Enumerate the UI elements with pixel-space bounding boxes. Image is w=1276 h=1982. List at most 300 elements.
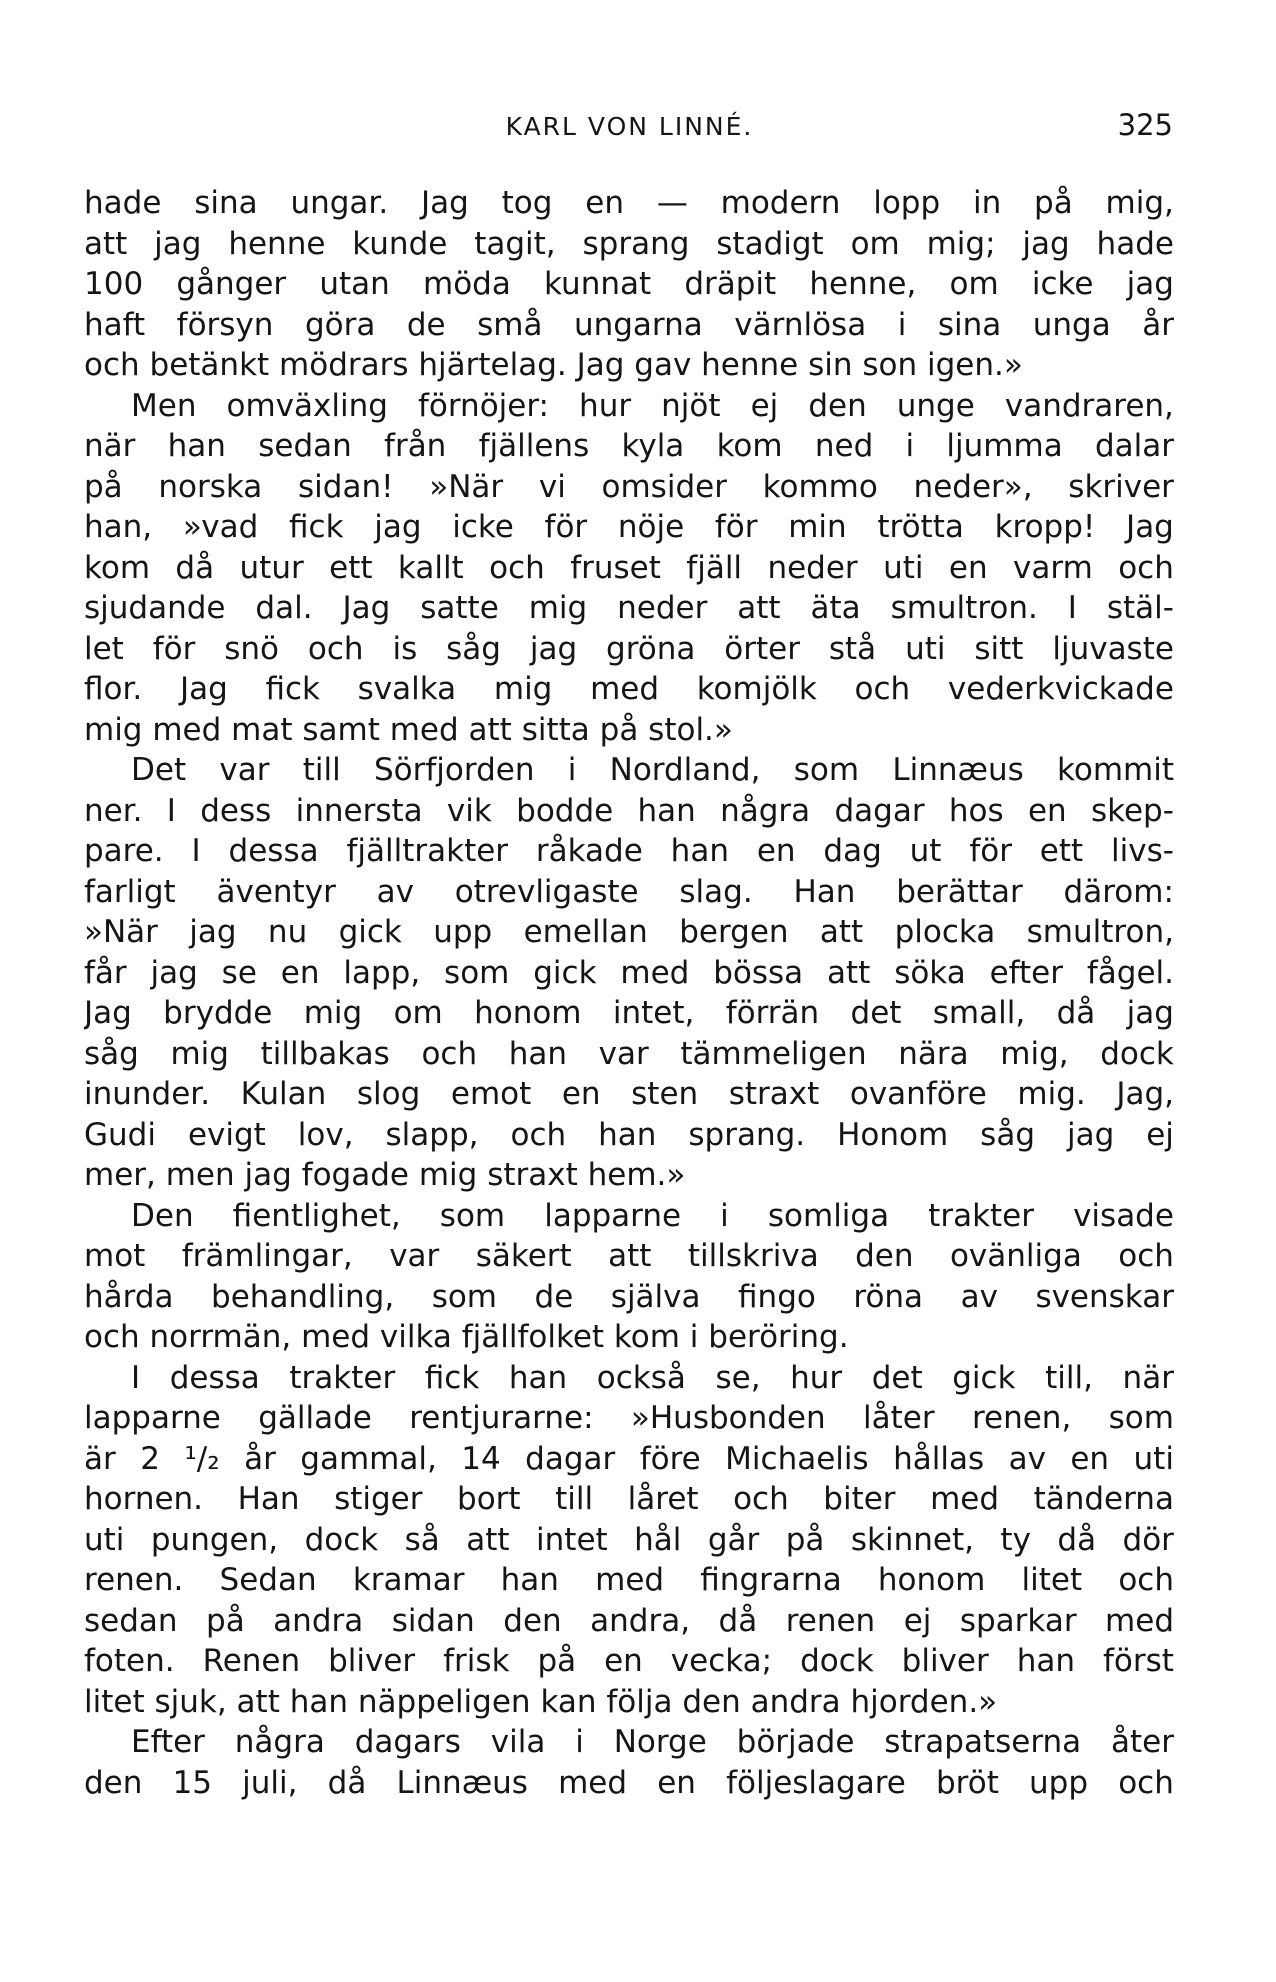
word: vederkvickade [947, 671, 1174, 707]
word: andra [750, 1683, 851, 1720]
word: juli, [242, 1764, 298, 1801]
word: hos [948, 792, 1004, 829]
word: före [639, 1440, 701, 1477]
word: och [84, 347, 150, 383]
word: I [191, 833, 201, 869]
word: att [466, 1521, 510, 1558]
word: att [468, 711, 522, 748]
word: med [930, 1481, 1000, 1517]
word: ej [903, 1602, 932, 1639]
word: fjäll [686, 549, 743, 586]
word: och [854, 671, 911, 707]
word: år [1142, 306, 1174, 343]
word: ej [1146, 1116, 1174, 1153]
text-line [84, 1155, 1174, 1196]
word: »vad [182, 509, 259, 545]
word: fingrarna [700, 1562, 842, 1598]
word: följa [606, 1683, 683, 1720]
word: lov, [297, 1116, 354, 1153]
word: om [850, 225, 900, 262]
word: några [234, 1724, 325, 1760]
word: gav [634, 347, 702, 383]
word: var [598, 1035, 649, 1072]
word: jag [189, 914, 237, 950]
word: vandraren, [1004, 387, 1174, 424]
word: neder», [913, 468, 1033, 505]
word: dalar [1094, 428, 1174, 464]
text-line [84, 1722, 1174, 1763]
word: om [949, 266, 999, 302]
text-line [84, 912, 1174, 953]
word: bliver [328, 1643, 416, 1679]
word: ovänliga [949, 1238, 1082, 1274]
word: med [620, 954, 690, 991]
word: ett [329, 549, 373, 586]
text-line [84, 750, 1174, 791]
word: att [84, 225, 128, 262]
word: kunnat [544, 266, 652, 302]
word: är [84, 1440, 116, 1477]
text-line [84, 345, 1174, 386]
word: ovanföre [849, 1076, 987, 1112]
word: I [131, 1359, 141, 1396]
word: de [406, 306, 446, 343]
word: upp [1029, 1764, 1089, 1801]
word: lopp [873, 185, 941, 221]
word: och [733, 1481, 789, 1517]
word: som [439, 1197, 506, 1234]
word: Jag [421, 185, 469, 221]
word: en [604, 1643, 643, 1679]
word: några [720, 792, 811, 829]
word: 100 [84, 266, 144, 302]
word: I [1067, 590, 1077, 626]
word: och [84, 1319, 150, 1355]
word: jag [1126, 266, 1174, 302]
word: andra [273, 1602, 364, 1639]
word: kommo [762, 468, 878, 505]
word: svalka [357, 671, 457, 707]
word: igen.» [927, 347, 1023, 383]
word: henne [228, 225, 326, 262]
word: till [302, 752, 341, 788]
text-line [84, 507, 1174, 548]
word: också [596, 1359, 686, 1396]
word: uti [1133, 1440, 1174, 1477]
word: unge [896, 387, 975, 424]
word: Jag [84, 995, 132, 1031]
word: och [510, 1116, 567, 1153]
word: tillskriva [687, 1238, 819, 1274]
word: 14 [461, 1440, 501, 1477]
word: vik [446, 792, 492, 829]
word: trötta [877, 509, 964, 545]
word: Men [131, 387, 197, 424]
word: henne [701, 347, 809, 383]
word: svenskar [1035, 1278, 1174, 1315]
word: för [544, 509, 588, 545]
word: sina [937, 306, 1002, 343]
word: sprang [582, 225, 690, 262]
word: de [534, 1278, 574, 1315]
word: mödrars [279, 347, 419, 383]
word: att [827, 954, 871, 991]
word: Linnæus [396, 1764, 528, 1801]
word: fågel. [1086, 954, 1174, 991]
word: dagars [354, 1724, 461, 1760]
word: för [969, 833, 1012, 869]
word: son [862, 347, 927, 383]
word: sparkar [959, 1602, 1077, 1639]
word: örter [724, 630, 800, 667]
word: skep- [1090, 792, 1174, 829]
word: komjölk [696, 671, 817, 707]
word: försyn [176, 306, 274, 343]
word: gammal, [300, 1440, 437, 1477]
word: och [1118, 549, 1174, 586]
word: omsider [601, 468, 727, 505]
word: och [1118, 1238, 1174, 1274]
text-line [84, 1358, 1174, 1399]
word: mig, [1105, 185, 1174, 221]
word: dessa [169, 1359, 260, 1396]
word: mig [418, 1157, 488, 1193]
word: Michaelis [725, 1440, 869, 1477]
word: hur [579, 387, 632, 424]
word: fjällfolket [461, 1319, 614, 1355]
word: foten. [84, 1643, 175, 1679]
word: lapp, [343, 954, 421, 991]
word: dock [1100, 1035, 1174, 1072]
word: omväxling [226, 387, 388, 424]
word: bort [457, 1481, 521, 1517]
word: med [1105, 1602, 1174, 1639]
word: en [585, 185, 624, 221]
word: unga [1032, 306, 1111, 343]
running-head [86, 108, 1173, 152]
word: samt [302, 711, 390, 748]
word: en [561, 1076, 601, 1112]
word: det [871, 1359, 923, 1396]
word: sjuk, [154, 1683, 237, 1720]
word: var [389, 1238, 440, 1274]
page-number: 325 [1117, 108, 1173, 142]
word: i [575, 1724, 584, 1760]
word: uti [905, 630, 946, 667]
word: Det [131, 752, 187, 788]
word: hur [790, 1359, 843, 1396]
text-line [84, 1277, 1174, 1318]
word: då [327, 1764, 367, 1801]
text-line [84, 1641, 1174, 1682]
word: ljuvaste [1052, 630, 1174, 667]
word: Den [131, 1197, 194, 1234]
word: Linnæus [892, 752, 1024, 788]
word: intet, [612, 995, 695, 1031]
word: Jag [576, 347, 635, 383]
word: otrevligaste [454, 873, 639, 910]
word: fogade [301, 1157, 419, 1193]
text-line [84, 710, 1174, 751]
word: han [289, 1683, 358, 1720]
word: värnlösa [734, 306, 867, 343]
word: sedan [258, 428, 352, 464]
word: söka [894, 954, 966, 991]
word: gick [952, 1359, 1016, 1396]
text-line [84, 1196, 1174, 1237]
word: jag [244, 1157, 302, 1193]
word: 15 [172, 1764, 213, 1801]
word: ned [814, 428, 874, 464]
word: kom [84, 549, 151, 586]
text-line [84, 1520, 1174, 1561]
word: litet [84, 1683, 155, 1720]
word: den [855, 1238, 914, 1274]
word: I [166, 792, 176, 829]
word: evigt [187, 1116, 266, 1153]
word: fick [424, 1359, 480, 1396]
text-line [84, 467, 1174, 508]
word: säkert [475, 1238, 572, 1274]
word: då [175, 549, 215, 586]
word: kramar [352, 1562, 465, 1598]
word: inunder. [84, 1076, 211, 1112]
word: hållas [893, 1440, 985, 1477]
word: med [301, 1319, 380, 1355]
word: somliga [767, 1197, 890, 1234]
word: sten [631, 1076, 699, 1112]
word: honom [474, 995, 582, 1031]
word: näppeligen [357, 1683, 541, 1720]
word: Nordland, [609, 752, 761, 788]
word: fjälltrakter [346, 833, 509, 869]
word: han [508, 1359, 568, 1396]
word: utan [319, 266, 390, 302]
word: mig, [1000, 1035, 1069, 1072]
word: i [905, 428, 915, 464]
word: kom [716, 428, 783, 464]
word: dock [800, 1643, 874, 1679]
word: jag [1126, 995, 1174, 1031]
word: att [737, 590, 781, 626]
word: på [84, 468, 123, 505]
word: åter [1111, 1724, 1174, 1760]
word: med [389, 711, 469, 748]
word: intet [536, 1521, 608, 1558]
word: pare. [84, 833, 164, 869]
word: som [793, 752, 860, 788]
word: smultron. [890, 590, 1038, 626]
word: en [948, 549, 988, 586]
word: Renen [202, 1643, 301, 1679]
word: jag [150, 954, 198, 991]
text-line [84, 1317, 1174, 1358]
word: Jag [342, 590, 391, 626]
word: »När [429, 468, 504, 505]
word: bössa [713, 954, 804, 991]
word: hade [84, 185, 162, 221]
word: fick [289, 509, 344, 545]
word: jag [374, 509, 422, 545]
word: njöt [661, 387, 721, 424]
word: den [84, 1764, 143, 1801]
text-line [84, 872, 1174, 913]
word: dessa [228, 833, 319, 869]
word: stäl- [1106, 590, 1174, 626]
word: hjorden.» [850, 1683, 998, 1720]
word: dräpit [684, 266, 777, 302]
word: från [384, 428, 447, 464]
word: fruset [570, 549, 661, 586]
word: till [555, 1481, 594, 1517]
word: mig; [926, 225, 996, 262]
body-text [84, 183, 1174, 1803]
word: går [707, 1521, 760, 1558]
word: såg [84, 1035, 139, 1072]
word: kyla [621, 428, 685, 464]
word: främlingar, [181, 1238, 353, 1274]
word: sitt [974, 630, 1024, 667]
word: en [280, 954, 320, 991]
word: i [689, 1319, 709, 1355]
word: han [598, 1116, 657, 1153]
word: och [421, 1035, 478, 1072]
word: när [84, 428, 136, 464]
word: beröring. [708, 1319, 849, 1355]
word: bodde [516, 792, 614, 829]
word: kropp! [994, 509, 1096, 545]
word: dag [823, 833, 882, 869]
text-line [84, 183, 1174, 224]
word: Jag, [1116, 1076, 1174, 1112]
word: vila [490, 1724, 546, 1760]
word: i [567, 752, 577, 788]
word: kallt [397, 549, 464, 586]
word: med [595, 1562, 665, 1598]
word: göra [304, 306, 376, 343]
word: han [1016, 1643, 1075, 1679]
word: fick [265, 671, 320, 707]
word: satte [420, 590, 499, 626]
word: trakter [289, 1359, 396, 1396]
word: får [84, 954, 127, 991]
text-line [84, 548, 1174, 589]
word: hornen. [84, 1481, 204, 1517]
word: icke [452, 509, 514, 545]
word: gånger [176, 266, 287, 302]
word: förnöjer: [417, 387, 549, 424]
word: mig [84, 711, 153, 748]
text-line [84, 1479, 1174, 1520]
word: och [1118, 1764, 1174, 1801]
word: små [477, 306, 543, 343]
word: strapatserna [884, 1724, 1082, 1760]
word: stå [828, 630, 877, 667]
word: kom [613, 1319, 690, 1355]
word: uti [84, 1521, 125, 1558]
word: trakter [928, 1197, 1034, 1234]
word: började [736, 1724, 855, 1760]
word: röna [853, 1278, 924, 1315]
word: då [1057, 1521, 1097, 1558]
word: dagar [834, 792, 925, 829]
word: se, [715, 1359, 761, 1396]
text-line [84, 629, 1174, 670]
word: lapparne [84, 1400, 221, 1436]
word: mot [84, 1238, 146, 1274]
word: mig [528, 590, 588, 626]
word: han [637, 792, 696, 829]
word: gällade [258, 1400, 372, 1436]
word: sina [194, 185, 258, 221]
word: sidan! [298, 468, 394, 505]
word: uti [883, 549, 924, 586]
word: dör [1122, 1521, 1174, 1558]
word: farligt [84, 873, 176, 910]
word: gick [338, 914, 402, 950]
word: ett [1039, 833, 1084, 869]
word: av [960, 1278, 998, 1315]
word: Han [793, 873, 856, 910]
word: honom [877, 1562, 986, 1598]
word: tog [501, 185, 553, 221]
word: kan [540, 1683, 607, 1720]
word: ljumma [946, 428, 1063, 464]
word: hål [634, 1521, 682, 1558]
word: mig [493, 671, 553, 707]
word: ty [1000, 1521, 1031, 1558]
word: Jag [1126, 509, 1174, 545]
word: så [404, 1521, 440, 1558]
word: äventyr [216, 873, 336, 910]
word: vilka [379, 1319, 462, 1355]
word: Sedan [219, 1562, 317, 1598]
word: norska [158, 468, 263, 505]
word: mer, [84, 1157, 166, 1193]
word: slapp, [385, 1116, 479, 1153]
word: small, [932, 995, 1026, 1031]
word: 2 [140, 1440, 160, 1477]
word: därom: [1063, 873, 1174, 910]
word: som [1108, 1400, 1174, 1436]
word: let [84, 630, 124, 667]
word: och [307, 630, 364, 667]
word: min [788, 509, 847, 545]
word: hjärtelag. [418, 347, 577, 383]
word: låter [863, 1400, 935, 1436]
word: stiger [334, 1481, 423, 1517]
word: slog [356, 1076, 421, 1112]
word: med [152, 711, 232, 748]
word: vecka; [670, 1643, 773, 1679]
word: sitta [521, 711, 600, 748]
word: skriver [1068, 468, 1174, 505]
word: men [165, 1157, 245, 1193]
text-line [84, 1560, 1174, 1601]
word: var [219, 752, 270, 788]
word: emellan [523, 914, 648, 950]
text-line [84, 1115, 1174, 1156]
word: ej [750, 387, 779, 424]
word: jag [1066, 1116, 1115, 1153]
text-line [84, 791, 1174, 832]
word: såg [980, 1116, 1035, 1153]
word: ut [909, 833, 942, 869]
word: nöje [617, 509, 685, 545]
word: själva [610, 1278, 701, 1315]
text-line [84, 953, 1174, 994]
word: att [236, 1683, 290, 1720]
